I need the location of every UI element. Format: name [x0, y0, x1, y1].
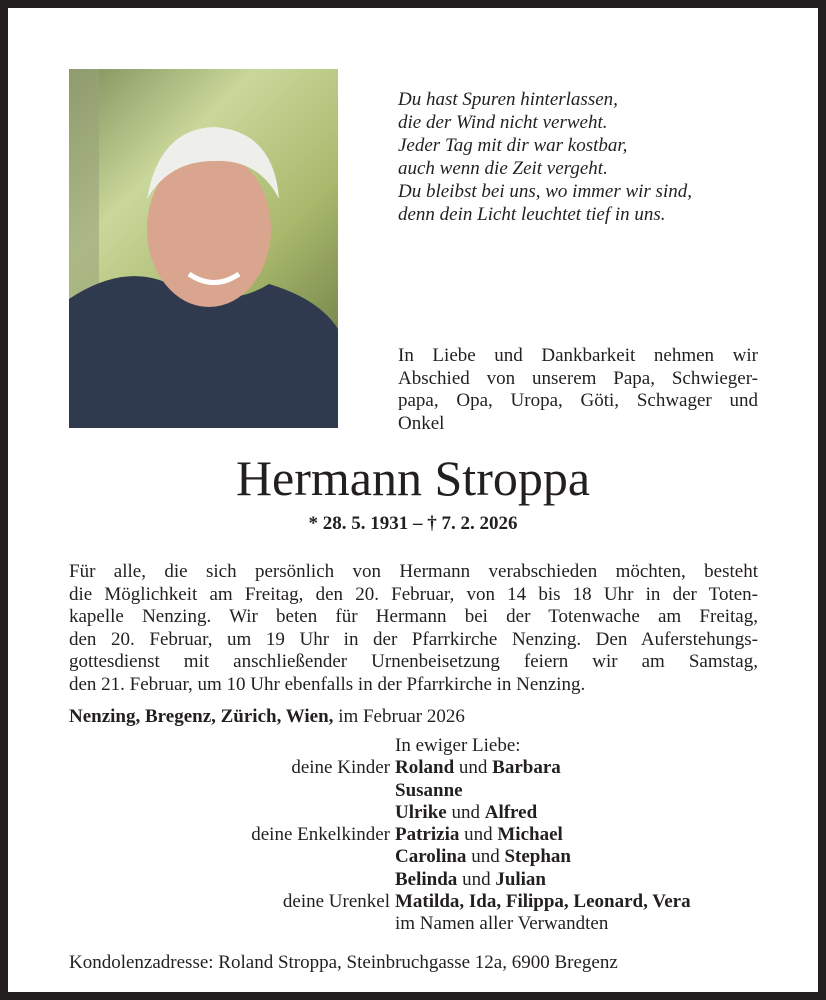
body-line: Für alle, die sich persönlich von Hermann verabschieden möchten, besteht	[69, 561, 758, 582]
body-line: gottesdienst mit anschließender Urnenbeisetzung feiern wir am Samstag,	[69, 651, 758, 672]
poem-line: die der Wind nicht verweht.	[398, 112, 608, 133]
family-row	[8, 757, 818, 779]
relative-name: Julian	[495, 868, 547, 890]
conjunction: und	[459, 824, 498, 846]
obituary-page	[8, 8, 818, 992]
relative-name: Susanne	[395, 779, 463, 801]
month-year: im Februar 2026	[333, 706, 465, 727]
deceased-name: Hermann Stroppa	[235, 450, 591, 506]
relative-names	[395, 780, 463, 802]
relative-names	[395, 757, 561, 779]
conjunction: und	[457, 868, 496, 890]
poem-line: auch wenn die Zeit vergeht.	[398, 158, 608, 179]
relative-name: Michael	[497, 824, 563, 846]
portrait-photo	[69, 69, 338, 428]
condolence-address: Kondolenzadresse: Roland Stroppa, Steinbruchgasse 12a, 6900 Bregenz	[69, 952, 618, 973]
family-row	[8, 824, 818, 846]
family-row	[8, 780, 818, 802]
relation-label: deine Enkelkinder	[251, 824, 390, 846]
family-row	[8, 846, 818, 868]
relative-name: Matilda, Ida, Filippa, Leonard, Vera	[395, 891, 691, 913]
conjunction: und	[446, 801, 485, 823]
family-list	[8, 735, 818, 936]
relative-name: Barbara	[492, 757, 561, 779]
relation-label	[8, 780, 395, 802]
service-details	[69, 561, 758, 696]
life-dates: * 28. 5. 1931 – † 7. 2. 2026	[308, 513, 518, 534]
body-line: kapelle Nenzing. Wir beten für Hermann bei der Totenwache am Freitag,	[69, 606, 758, 627]
relative-name: Belinda	[395, 868, 458, 890]
relation-label	[8, 869, 395, 891]
body-line: die Möglichkeit am Freitag, den 20. Februar, von 14 bis 18 Uhr in der Toten-	[69, 583, 758, 605]
intro-line: Abschied von unserem Papa, Schwieger-	[398, 367, 758, 389]
relative-names	[395, 802, 537, 824]
relation-label: deine Kinder	[291, 757, 390, 779]
poem-line: Du bleibst bei uns, wo immer wir sind,	[398, 181, 692, 202]
family-closing: im Namen aller Verwandten	[395, 913, 609, 935]
relative-name: Roland	[395, 757, 455, 779]
body-line: den 21. Februar, um 10 Uhr ebenfalls in der Pfarrkirche in Nenzing.	[69, 673, 586, 695]
relation-label: deine Urenkel	[282, 891, 390, 913]
relative-names	[395, 891, 691, 913]
relative-name: Stephan	[504, 846, 571, 868]
family-heading: In ewiger Liebe:	[395, 735, 521, 756]
conjunction: und	[466, 846, 505, 868]
place-date	[69, 706, 465, 728]
family-row	[8, 802, 818, 824]
relation-label	[8, 846, 395, 868]
family-row	[8, 869, 818, 891]
conjunction: und	[454, 757, 493, 779]
intro-line: In Liebe und Dankbarkeit nehmen wir	[398, 345, 758, 366]
relative-names	[395, 869, 546, 891]
relative-name: Ulrike	[395, 801, 447, 823]
body-line: den 20. Februar, um 19 Uhr in der Pfarrkirche Nenzing. Den Auferstehungs-	[69, 628, 758, 650]
poem-line: Du hast Spuren hinterlassen,	[398, 89, 618, 110]
poem-line: denn dein Licht leuchtet tief in uns.	[398, 204, 666, 225]
relative-name: Carolina	[395, 846, 467, 868]
farewell-intro	[398, 345, 758, 435]
relative-name: Alfred	[484, 801, 538, 823]
relation-label	[8, 802, 395, 824]
relative-name: Patrizia	[395, 824, 460, 846]
relative-names	[395, 824, 563, 846]
intro-line: Onkel	[398, 412, 445, 434]
intro-line: papa, Opa, Uropa, Göti, Schwager und	[398, 390, 758, 411]
family-row	[8, 891, 818, 913]
relative-names	[395, 846, 571, 868]
cities: Nenzing, Bregenz, Zürich, Wien,	[69, 706, 334, 727]
poem-line: Jeder Tag mit dir war kostbar,	[398, 135, 628, 156]
poem	[398, 88, 692, 226]
